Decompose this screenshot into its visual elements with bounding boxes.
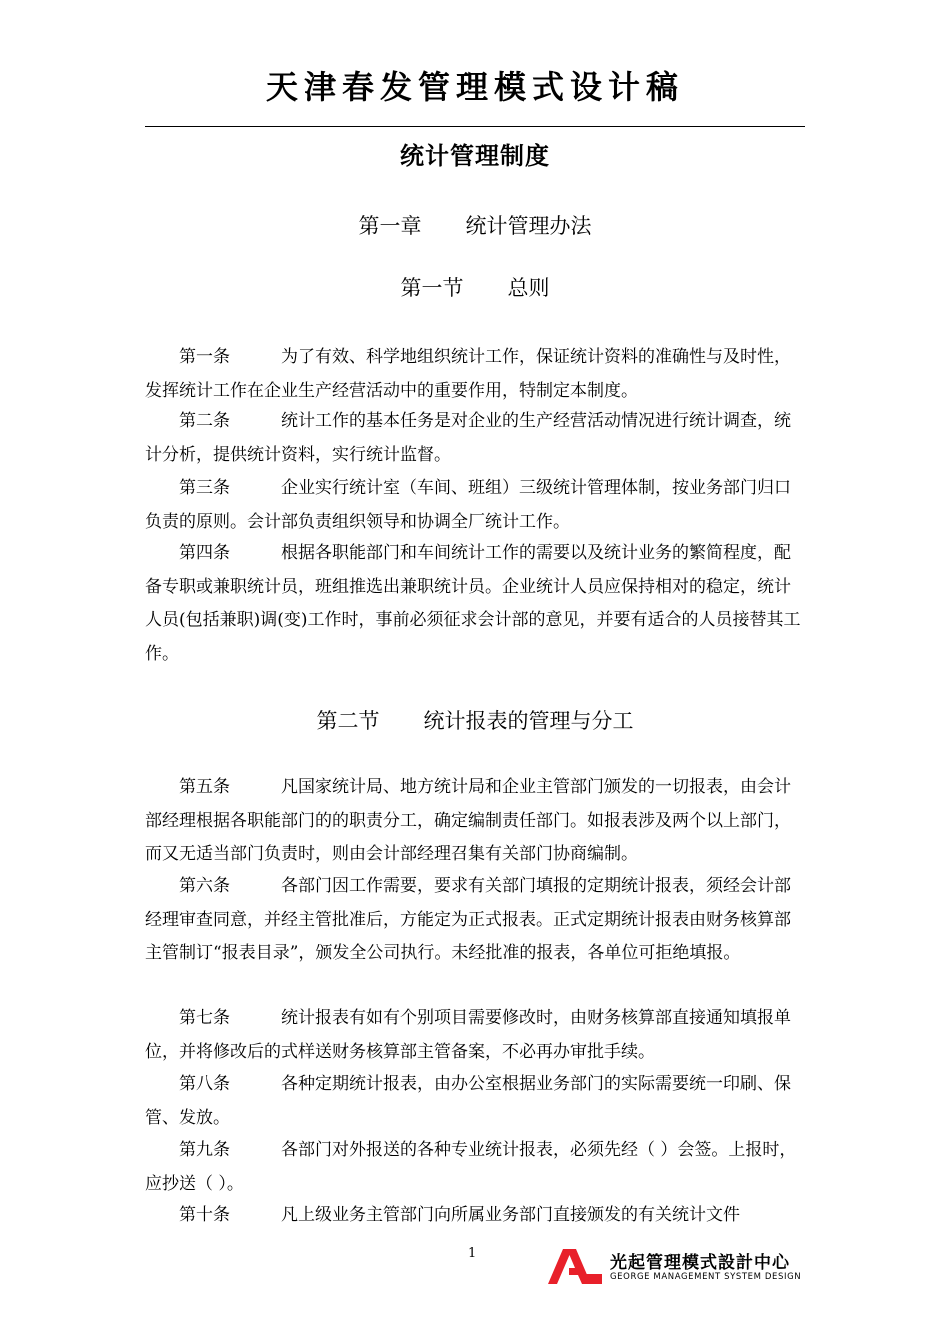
article-label: 第七条 xyxy=(179,1008,230,1028)
document-title: 统计管理制度 xyxy=(400,142,550,170)
article-label: 第六条 xyxy=(179,876,230,896)
article-text: 统计工作的基本任务是对企业的生产经营活动情况进行统计调查，统计分析，提供统计资料，实行统计监督。 xyxy=(145,411,791,465)
section-number: 第一节 xyxy=(400,276,464,300)
logo-a-icon xyxy=(546,1248,604,1284)
section-name: 总则 xyxy=(507,276,550,300)
article-text: 企业实行统计室（车间、班组）三级统计管理体制，按业务部门归口负责的原则。会计部负责组织领导和协调全厂统计工作。 xyxy=(145,478,791,532)
article-8 xyxy=(145,1068,805,1135)
chapter-heading xyxy=(0,210,950,240)
section-number: 第二节 xyxy=(316,709,380,733)
section-heading-1 xyxy=(0,272,950,302)
chapter-name: 统计管理办法 xyxy=(465,214,592,238)
article-10 xyxy=(145,1199,805,1233)
article-text: 为了有效、科学地组织统计工作，保证统计资料的准确性与及时性，发挥统计工作在企业生产经营活动中的重要作用，特制定本制度。 xyxy=(145,347,791,401)
article-text: 各种定期统计报表，由办公室根据业务部门的实际需要统一印刷、保管、发放。 xyxy=(145,1074,791,1128)
article-label: 第一条 xyxy=(179,347,230,367)
article-label: 第十条 xyxy=(179,1205,230,1225)
article-text: 各部门对外报送的各种专业统计报表，必须先经（ ）会签。上报时，应抄送（ ）。 xyxy=(145,1140,797,1194)
article-label: 第八条 xyxy=(179,1074,230,1094)
header-divider xyxy=(145,126,805,127)
article-7 xyxy=(145,1002,805,1069)
article-text: 根据各职能部门和车间统计工作的需要以及统计业务的繁简程度，配备专职或兼职统计员，班组推选出兼职统计员。企业统计人员应保持相对的稳定，统计人员(包括兼职)调(变)工作时，事前必须征求会计部的意见，并要有适合的人员接替其工作。 xyxy=(145,543,801,664)
logo-name: 光起管理模式設計中心 xyxy=(610,1253,790,1273)
section-name: 统计报表的管理与分工 xyxy=(423,709,634,733)
article-label: 第四条 xyxy=(179,543,230,563)
article-9 xyxy=(145,1134,805,1201)
company-header-title: 天津春发管理模式设计稿 xyxy=(265,68,684,106)
article-label: 第九条 xyxy=(179,1140,230,1160)
article-text: 凡国家统计局、地方统计局和企业主管部门颁发的一切报表，由会计部经理根据各职能部门的的职责分工，确定编制责任部门。如报表涉及两个以上部门，而又无适当部门负责时，则由会计部经理召集有关部门协商编制。 xyxy=(145,777,791,864)
article-text: 各部门因工作需要，要求有关部门填报的定期统计报表，须经会计部经理审查同意，并经主管批准后，方能定为正式报表。正式定期统计报表由财务核算部主管制订“报表目录”，颁发全公司执行。未经批准的报表，各单位可拒绝填报。 xyxy=(145,876,791,963)
article-4 xyxy=(145,537,805,671)
logo-subtitle: GEORGE MANAGEMENT SYSTEM DESIGN xyxy=(610,1272,802,1282)
section-heading-2 xyxy=(0,705,950,735)
article-6 xyxy=(145,870,805,971)
article-2 xyxy=(145,405,805,472)
article-label: 第五条 xyxy=(179,777,230,797)
article-label: 第二条 xyxy=(179,411,230,431)
article-text: 统计报表有如有个别项目需要修改时，由财务核算部直接通知填报单位，并将修改后的式样送财务核算部主管备案，不必再办审批手续。 xyxy=(145,1008,791,1062)
article-label: 第三条 xyxy=(179,478,230,498)
article-5 xyxy=(145,771,805,872)
footer-logo xyxy=(546,1248,808,1286)
article-1 xyxy=(145,341,805,408)
article-3 xyxy=(145,472,805,539)
page-number: 1 xyxy=(468,1246,477,1261)
article-text: 凡上级业务主管部门向所属业务部门直接颁发的有关统计文件 xyxy=(281,1205,740,1225)
chapter-number: 第一章 xyxy=(358,214,422,238)
